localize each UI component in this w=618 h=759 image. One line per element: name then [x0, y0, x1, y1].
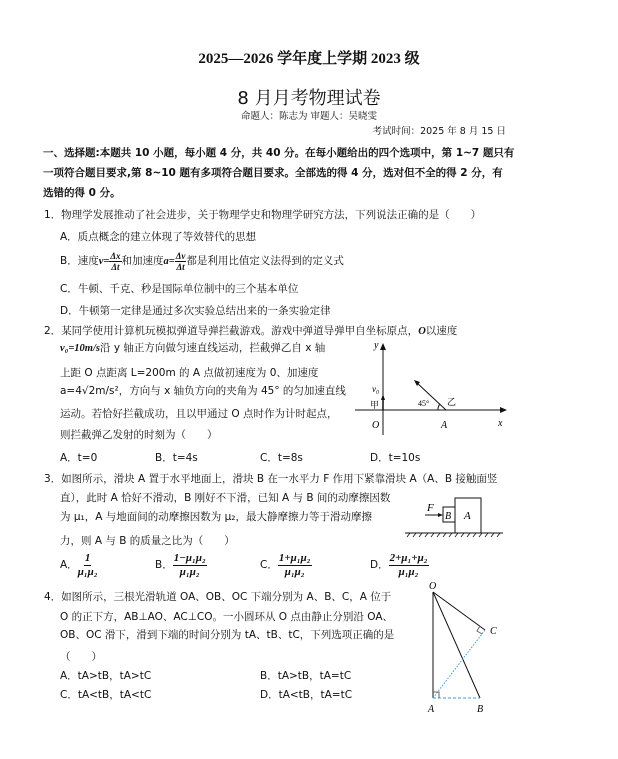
- option-label: A．: [60, 559, 78, 571]
- numerator: Δx: [110, 250, 121, 261]
- question-line: 运动。若恰好拦截成功，且以甲通过 O 点时作为计时起点，: [60, 408, 338, 420]
- x-label: x: [498, 418, 503, 429]
- denominator: μ₁μ₂: [77, 565, 98, 578]
- option-c: [260, 551, 312, 579]
- point-a-label: A: [428, 704, 435, 715]
- q4-tracks-figure: [415, 580, 515, 720]
- denominator: μ₁μ₂: [179, 565, 200, 578]
- question-line: （ ）: [60, 651, 102, 663]
- missile-yi-label: 乙: [447, 397, 457, 407]
- exam-title: 8 月月考物理试卷: [237, 88, 381, 109]
- option-b: B．t=4s: [155, 452, 198, 464]
- numerator: Δv: [175, 250, 186, 261]
- section-line: 一项符合题目要求,第 8~10 题有多项符合题目要求。全部选的得 4 分，选对但不全的得 2 分，有: [43, 167, 503, 179]
- numerator: 1−μ₁μ₂: [173, 551, 206, 564]
- option-d: [370, 551, 429, 579]
- denominator: μ₁μ₂: [398, 565, 419, 578]
- missile-jia-label: 甲: [370, 400, 380, 410]
- x-axis-arrow-icon: [500, 407, 507, 413]
- track-oc: [433, 592, 485, 630]
- ratio-fraction: [173, 552, 207, 579]
- question-line: 力，则 A 与 B 的质量之比为（ ）: [60, 535, 235, 547]
- stem-text: 以速度: [425, 325, 458, 337]
- point-a-label: A: [441, 420, 448, 431]
- option-label: C．: [260, 559, 278, 571]
- force-arrowhead-icon: [438, 513, 443, 517]
- question-line: 上距 O 点距离 L=200m 的 A 点做初速度为 0、加速度: [60, 367, 319, 379]
- block-b-label: B: [445, 511, 452, 522]
- v0-label: v₀: [372, 384, 380, 394]
- exam-time: 考试时间：2025 年 8 月 15 日: [372, 126, 506, 137]
- velocity-symbol: v=: [98, 256, 110, 267]
- ratio-fraction: [278, 552, 312, 579]
- point-b-label: B: [477, 704, 484, 715]
- denominator: Δt: [111, 261, 120, 272]
- dashed-ac: [433, 630, 485, 698]
- numerator: 2+μ₁+μ₂: [389, 551, 428, 564]
- question-line: [60, 341, 325, 356]
- option-b-mid: 和加速度: [121, 255, 164, 267]
- option-a: [60, 551, 98, 579]
- question-stem: 1．物理学发展推动了社会进步，关于物理学史和物理学研究方法，下列说法正确的是（ ）: [44, 209, 482, 221]
- origin-label: O: [372, 420, 380, 431]
- stem-text: 沿 y 轴正方向做匀速直线运动，拦截弹乙自 x 轴: [99, 342, 326, 354]
- velocity-fraction: [109, 251, 121, 272]
- v0-arrowhead-icon: [381, 394, 385, 400]
- ratio-fraction: [389, 552, 429, 579]
- numerator: 1: [84, 551, 91, 564]
- angle-label: 45°: [418, 399, 430, 408]
- question-stem: 4．如图所示，三根光滑轨道 OA、OB、OC 下端分别为 A、B、C，A 位于: [44, 591, 392, 603]
- option-label: D．: [370, 559, 389, 571]
- option-d: D．t=10s: [370, 452, 421, 464]
- question-line: 直），此时 A 恰好不滑动，B 刚好不下滑，已知 A 与 B 间的动摩擦因数: [60, 492, 391, 504]
- ratio-fraction: [78, 552, 98, 579]
- question-line: 为 μ₁，A 与地面间的动摩擦因数为 μ₂，最大静摩擦力等于滑动摩擦: [60, 511, 372, 523]
- q3-blocks-figure: [405, 495, 505, 545]
- point-o-label: O: [429, 581, 437, 592]
- denominator: Δt: [176, 261, 185, 272]
- option-d: D．tA<tB，tA=tC: [260, 689, 353, 701]
- velocity-value: v₀=10m/s: [60, 343, 100, 354]
- point-c-label: C: [490, 626, 497, 637]
- authors: 命题人：陈志为 审题人：吴晓雯: [240, 111, 378, 122]
- option-c: C．牛顿、千克、秒是国际单位制中的三个基本单位: [60, 283, 299, 295]
- origin-symbol: O: [418, 326, 426, 337]
- question-line: 则拦截弹乙发射的时刻为（ ）: [60, 429, 218, 441]
- option-d: D．牛顿第一定律是通过多次实验总结出来的一条实验定律: [60, 305, 331, 317]
- acceleration-symbol: a=: [163, 256, 175, 267]
- option-b: B．tA>tB，tA=tC: [260, 670, 352, 682]
- section-line: 选错的得 0 分。: [43, 187, 121, 199]
- option-b: [60, 249, 344, 274]
- denominator: μ₁μ₂: [284, 565, 305, 578]
- question-line: OB、OC 滑下，滑到下端的时间分别为 tA、tB、tC，下列选项正确的是: [60, 629, 395, 641]
- title-line1: 2025—2026 学年度上学期 2023 级: [198, 51, 420, 67]
- y-axis-arrow-icon: [380, 343, 386, 350]
- section-line: 一、选择题:本题共 10 小题，每小题 4 分，共 40 分。在每小题给出的四个选项中，第 1~7 题只有: [43, 147, 515, 159]
- option-a: A．t=0: [60, 452, 98, 464]
- option-b: [155, 551, 207, 579]
- option-label: B．: [155, 559, 173, 571]
- acceleration-fraction: [175, 251, 187, 272]
- y-label: y: [374, 340, 379, 351]
- option-c: C．tA<tB，tA<tC: [60, 689, 152, 701]
- q2-coordinate-figure: [350, 340, 510, 440]
- ground-hatching: [407, 533, 500, 537]
- question-line: O 的正下方，AB⊥AO、AC⊥CO。一小圆环从 O 点由静止分别沿 OA、: [60, 611, 394, 623]
- option-c: C．t=8s: [260, 452, 303, 464]
- stem-text: 2．某同学使用计算机玩模拟弹道导弹拦截游戏。游戏中弹道导弹甲自坐标原点，: [44, 325, 419, 337]
- block-a-label: A: [464, 510, 471, 522]
- option-a: A．tA>tB，tA>tC: [60, 670, 152, 682]
- numerator: 1+μ₁μ₂: [278, 551, 311, 564]
- option-b-prefix: B．速度: [60, 255, 99, 267]
- question-stem: [44, 324, 457, 339]
- question-stem: 3．如图所示，滑块 A 置于水平地面上，滑块 B 在一水平力 F 作用下紧靠滑块 A（A、B 接触面竖: [44, 473, 498, 485]
- option-b-suffix: 都是利用比值定义法得到的定义式: [186, 255, 344, 267]
- option-a: A．质点概念的建立体现了等效替代的思想: [60, 231, 257, 243]
- force-label: F: [427, 502, 434, 514]
- question-line: a=4√2m/s²，方向与 x 轴负方向的夹角为 45° 的匀加速直线: [60, 385, 346, 397]
- angle-arc: [438, 404, 440, 410]
